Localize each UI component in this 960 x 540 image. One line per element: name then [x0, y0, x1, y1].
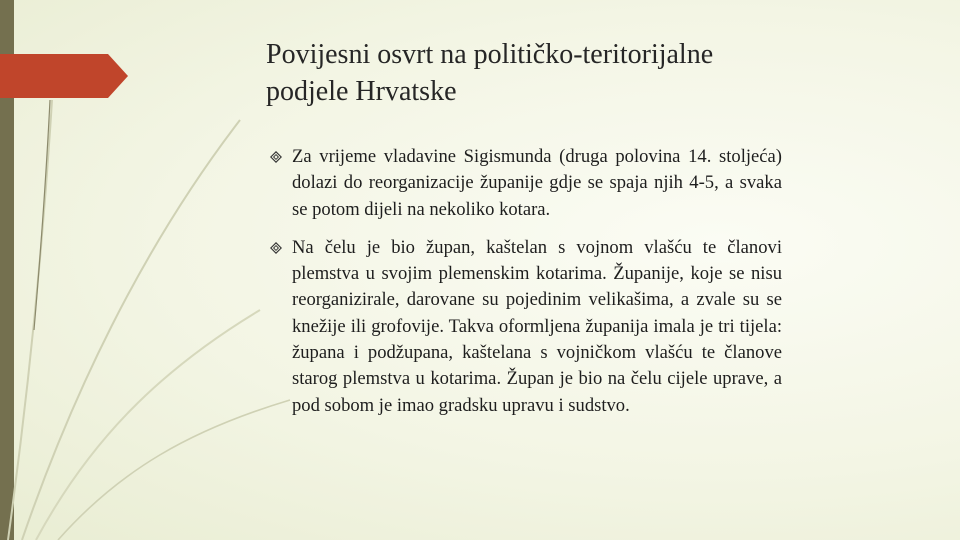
bullet-item	[268, 235, 782, 419]
bullet-list	[268, 144, 782, 419]
slide-title	[266, 36, 866, 110]
title-line-1: Povijesni osvrt na političko-teritorijalne	[266, 39, 714, 70]
bullet-item	[268, 144, 782, 223]
diamond-outline-icon	[270, 151, 282, 163]
bullet-text: Na čelu je bio župan, kaštelan s vojnom vlašću te članovi plemstva u svojim plemenskim kotarima. Županije, koje se nisu reorganizirale, darovane su pojedinim velikašima, a zvale su se knežije ili grofovije. Takva oformljena županija imala je tri tijela: župana i podžupana, kaštelana s vojničkom vlašću te članove starog plemstva u kotarima. Župan je bio na čelu cijele uprave, a pod sobom je imao gradsku upravu i sudstvo.	[292, 236, 782, 416]
title-line-2: podjele Hrvatske	[266, 76, 457, 107]
title-accent-arrow	[0, 54, 128, 98]
bullet-text: Za vrijeme vladavine Sigismunda (druga polovina 14. stoljeća) dolazi do reorganizacije županije gdje se spaja njih 4-5, a svaka se potom dijeli na nekoliko kotara.	[292, 146, 782, 220]
diamond-outline-icon	[270, 242, 282, 254]
